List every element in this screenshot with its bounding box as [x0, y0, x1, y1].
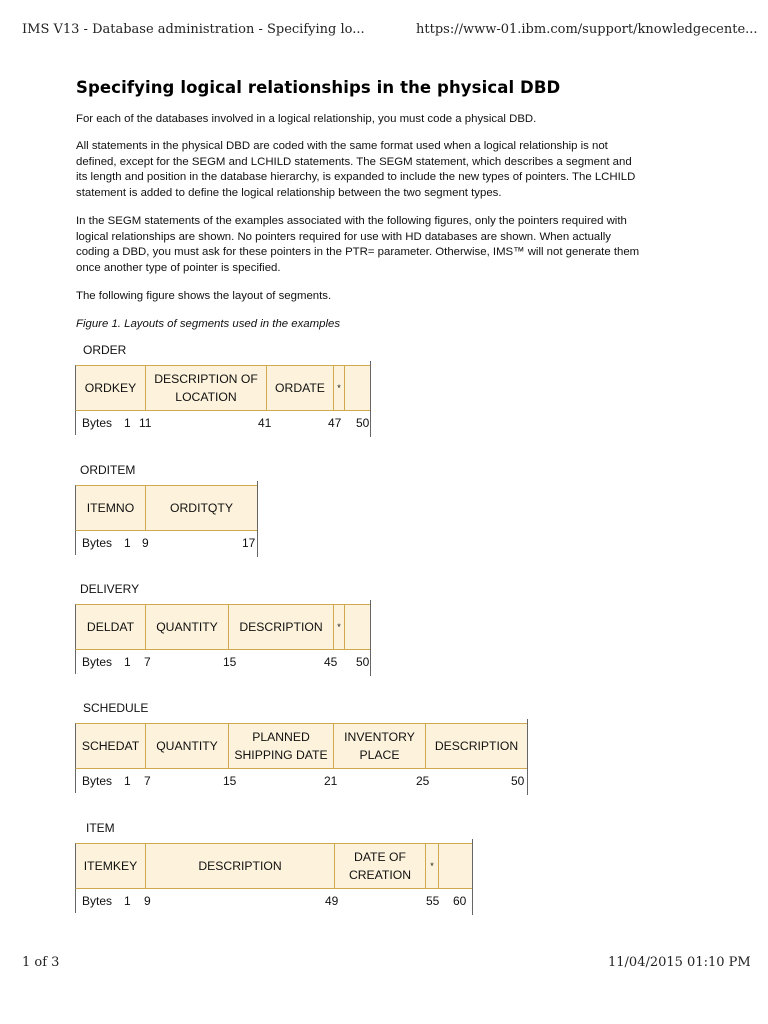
byte-offset: 7 [144, 774, 151, 788]
byte-offset: 50 [511, 774, 525, 788]
field-deldat: DELDAT [76, 605, 146, 649]
byte-offsets [75, 769, 528, 793]
field-description: DESCRIPTION [426, 724, 528, 768]
byte-offsets [75, 531, 258, 555]
bytes-label: Bytes [82, 416, 113, 430]
byte-offset: 45 [324, 655, 338, 669]
byte-offset: 1 [124, 655, 131, 669]
segment-item [75, 821, 473, 913]
byte-offset: 60 [453, 894, 467, 908]
print-footer-datetime: 11/04/2015 01:10 PM [608, 955, 751, 970]
field-filler: * [334, 366, 345, 410]
byte-offsets [75, 411, 371, 435]
byte-offset: 41 [258, 416, 272, 430]
byte-offset: 1 [124, 416, 131, 430]
byte-offset: 1 [124, 536, 131, 550]
byte-offset: 7 [144, 655, 151, 669]
segment-fields [75, 723, 528, 769]
byte-offset: 15 [223, 774, 237, 788]
field-quantity: QUANTITY [146, 724, 229, 768]
byte-offset: 50 [356, 655, 370, 669]
byte-offset: 49 [325, 894, 339, 908]
byte-offset: 21 [324, 774, 338, 788]
bytes-label: Bytes [82, 655, 113, 669]
field-filler: * [426, 844, 439, 888]
byte-offsets [75, 889, 473, 913]
row-end-line [370, 600, 371, 676]
segment-fields [75, 843, 473, 889]
print-footer-page: 1 of 3 [22, 955, 60, 970]
row-end-line [472, 839, 473, 915]
segment-name: ITEM [86, 821, 115, 835]
field-reserved [439, 844, 473, 888]
figure-caption: Figure 1. Layouts of segments used in the examples [76, 318, 341, 330]
row-end-line [370, 361, 371, 437]
field-itemno: ITEMNO [76, 486, 146, 530]
print-header-url: https://www-01.ibm.com/support/knowledgecente... [416, 22, 758, 37]
field-reserved [345, 366, 371, 410]
segment-name: ORDITEM [80, 463, 136, 477]
field-date-of-creation: DATE OF CREATION [335, 844, 426, 888]
segment-order [75, 343, 371, 435]
byte-offset: 9 [144, 894, 151, 908]
intro-paragraph: For each of the databases involved in a logical relationship, you must code a physical DBD. [76, 113, 537, 125]
field-ordate: ORDATE [267, 366, 334, 410]
field-description-of-location: DESCRIPTION OF LOCATION [146, 366, 267, 410]
segment-fields [75, 604, 371, 650]
field-reserved [345, 605, 371, 649]
segment-name: DELIVERY [80, 582, 140, 596]
field-schedat: SCHEDAT [76, 724, 146, 768]
field-orditqty: ORDITQTY [146, 486, 258, 530]
bytes-label: Bytes [82, 536, 113, 550]
figure-intro-paragraph: The following figure shows the layout of segments. [76, 290, 332, 302]
segment-orditem [75, 463, 258, 555]
segment-fields [75, 365, 371, 411]
field-description: DESCRIPTION [146, 844, 335, 888]
statements-paragraph: All statements in the physical DBD are coded with the same format used when a logical relationship is not defined, except for the SEGM and LCHILD statements. The SEGM statement, which describes a segment and its length and position in the database hierarchy, is expanded to include the new types of pointers. The LCHILD statement is added to define the logical relationship between the two segment types. [76, 140, 636, 200]
print-header-title: IMS V13 - Database administration - Specifying lo... [22, 22, 365, 37]
byte-offset: 1 [124, 774, 131, 788]
byte-offsets [75, 650, 371, 674]
row-end-line [257, 481, 258, 557]
field-itemkey: ITEMKEY [76, 844, 146, 888]
bytes-label: Bytes [82, 774, 113, 788]
segment-name: ORDER [83, 343, 127, 357]
byte-offset: 15 [223, 655, 237, 669]
field-quantity: QUANTITY [146, 605, 229, 649]
row-end-line [527, 719, 528, 795]
byte-offset: 9 [142, 536, 149, 550]
field-ordkey: ORDKEY [76, 366, 146, 410]
byte-offset: 17 [242, 536, 256, 550]
byte-offset: 47 [328, 416, 342, 430]
byte-offset: 55 [426, 894, 440, 908]
byte-offset: 11 [139, 416, 152, 430]
field-description: DESCRIPTION [229, 605, 334, 649]
byte-offset: 50 [356, 416, 370, 430]
segment-name: SCHEDULE [83, 701, 149, 715]
segment-schedule [75, 701, 528, 793]
page-title: Specifying logical relationships in the physical DBD [76, 78, 561, 97]
byte-offset: 1 [124, 894, 131, 908]
segment-fields [75, 485, 258, 531]
segment-delivery [75, 582, 371, 674]
field-inventory-place: INVENTORY PLACE [334, 724, 426, 768]
pointers-paragraph: In the SEGM statements of the examples associated with the following figures, only the pointers required with logical relationships are shown. No pointers required for use with HD databases are shown. When actually coding a DBD, you must ask for these pointers in the PTR= parameter. Otherwise, IMS™ will not generate them once another type of pointer is specified. [76, 215, 640, 275]
field-planned-shipping-date: PLANNED SHIPPING DATE [229, 724, 334, 768]
field-filler: * [334, 605, 345, 649]
byte-offset: 25 [416, 774, 430, 788]
bytes-label: Bytes [82, 894, 113, 908]
